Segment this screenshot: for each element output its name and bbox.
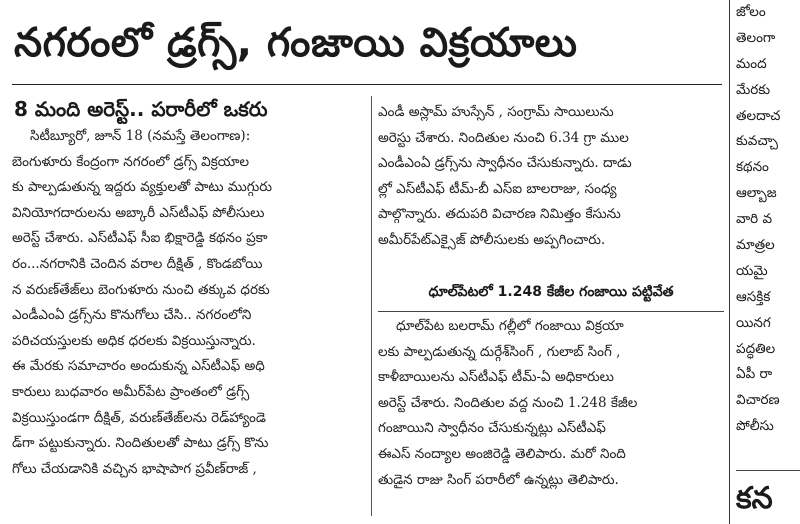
text-line: ల్లో ఎస్‌టీఎఫ్ టీమ్-బీ ఎస్ఐ బాలరాజు, సంధ్య [378, 180, 617, 197]
side-text-line: మాత్రల [736, 237, 775, 254]
subheadline: 8 మంది అరెస్ట్‌.. పరారీలో ఒకరు [14, 97, 268, 121]
text-line: సిటీబ్యూరో, జూన్ 18 (నమస్తే తెలంగాణ): [30, 128, 251, 144]
text-line: కారులు బుధవారం అమీర్‌పేట ప్రాంతంలో డ్రగ్స్ [12, 383, 250, 400]
side-text-line: కువచ్చా [736, 133, 778, 150]
side-text-line: తెలంగా [736, 29, 776, 46]
side-text-line: జోలం [736, 4, 766, 20]
text-line: ఎండీఎంఏ డ్రగ్స్‌ను కొనుగోలు చేసి.. నగరంలోని [12, 307, 252, 324]
text-line: లకు పాల్పడుతున్న దుర్గేశ్‌సింగ్ , గులాబ్ సింగ్ , [378, 343, 621, 360]
side-text-line: ఏపీ రా [736, 366, 773, 383]
text-line: వినియోగదారులను అబ్కారీ ఎస్‌టీఎఫ్ పోలీసులు [12, 204, 265, 221]
article-column-1 [12, 124, 364, 482]
side-text-line: మేరకు [736, 81, 771, 98]
side-text-line: తలదాచ [736, 107, 781, 124]
article-column-2-bottom [378, 314, 724, 493]
text-line: ధూల్‌పేట బలరామ్ గల్లీలో గంజాయి విక్రయా [396, 318, 624, 334]
side-text-line: యినగ [736, 314, 771, 331]
text-line: పాల్గొన్నారు. తదుపరి విచారణ నిమిత్తం కేసును [378, 206, 621, 223]
text-line: విక్రయిస్తుండగా దీక్షిత్, వరుణ్‌తేజ్‌లను రెడ్‌హ్యాండె [12, 409, 266, 426]
text-line: ఈఎస్ నంద్యాల అంజిరెడ్డి తెలిపారు. మరో నింది [378, 445, 626, 462]
text-line: రం...నగరానికి చెందిన వరాల దీక్షిత్ , కొండబోయి [12, 255, 263, 272]
headline: నగరంలో డ్రగ్స్‌, గంజాయి విక్రయాలు [14, 20, 578, 66]
side-text-line: వారి వ [736, 211, 773, 228]
side-text-line: పోలీసు [736, 418, 774, 435]
text-line: డ్‌గా పట్టుకున్నారు. నిందితులతో పాటు డ్రగ్స్ కొను [12, 435, 269, 452]
side-column [736, 0, 800, 440]
text-line: బెంగుళూరు కేంద్రంగా నగరంలో డ్రగ్స్ విక్రయాల [12, 153, 250, 170]
text-line: అరెస్టు చేశారు. నిందితుల నుంచి 6.34 గ్రా ముల [378, 129, 629, 146]
text-line: పరిచయస్తులకు అధిక ధరలకు విక్రయిస్తున్నారు. [12, 332, 256, 349]
side-text-line: ఆసక్తిక [736, 288, 771, 305]
side-text-line: పద్ధతిల [736, 340, 776, 357]
text-line: తుడైన రాజు సింగ్ పరారీలో ఉన్నట్లు తెలిపారు. [378, 471, 619, 488]
text-line: ఈ మేరకు సమాచారం అందుకున్న ఎస్‌టీఎఫ్ అధి [12, 358, 265, 375]
side-heading-rule [736, 470, 800, 471]
text-line: గోలు చేయడానికి వచ్చిన భాషాపాగ ప్రవీణ్‌రాజ్ , [12, 460, 257, 477]
text-line: అరెస్ట్ చేశారు. ఎస్‌టీఎఫ్ సీఐ భిక్షారెడ్డి కథనం ప్రకా [12, 230, 268, 247]
side-text-line: యమై [736, 262, 768, 279]
text-line: అరెస్ట్ చేశారు. నిందితుల వద్ద నుంచి 1.248 కేజీల [378, 394, 638, 411]
text-line: అమీర్‌పేట్‌ఎక్సైజ్ పోలీసులకు అప్పగించారు. [378, 231, 606, 248]
side-text-line: మంద [736, 55, 767, 72]
subsection-heading: ధూల్‌పేటలో 1.248 కేజీల గంజాయి పట్టివేత [428, 284, 674, 300]
text-line: గంజాయిని స్వాధీనం చేసుకున్నట్లు ఎస్‌టీఎఫ్ [378, 420, 606, 437]
text-line: ఎండీ అస్లామ్ హుస్సేన్ , సంగ్రామ్ సాయిలును [378, 104, 614, 120]
side-text-line: కథనం [736, 159, 769, 176]
text-line: కాళీబాయిలను ఎస్‌టీఎఫ్ టీమ్-ఏ అధికారులు [378, 369, 614, 386]
text-line: కు పాల్పడుతున్న ఇద్దరు వ్యక్తులతో పాటు ముగ్గురు [12, 179, 272, 196]
text-line: ఎండీఎంఏ డ్రగ్స్‌ను స్వాధీనం చేసుకున్నారు. దాడు [378, 155, 632, 172]
side-text-line: విచారణ [736, 392, 780, 409]
side-column-divider [729, 0, 730, 524]
subsection-rule [378, 311, 724, 312]
side-heading: కన [736, 481, 773, 516]
headline-rule [12, 84, 722, 85]
text-line: న వరుణ్‌తేజ్‌లు బెంగుళూరు నుంచి తక్కువ ధరకు [12, 281, 270, 298]
article-column-2-top [378, 100, 724, 254]
side-text-line: ఆల్బాజ [736, 185, 777, 202]
column-divider [371, 96, 372, 516]
